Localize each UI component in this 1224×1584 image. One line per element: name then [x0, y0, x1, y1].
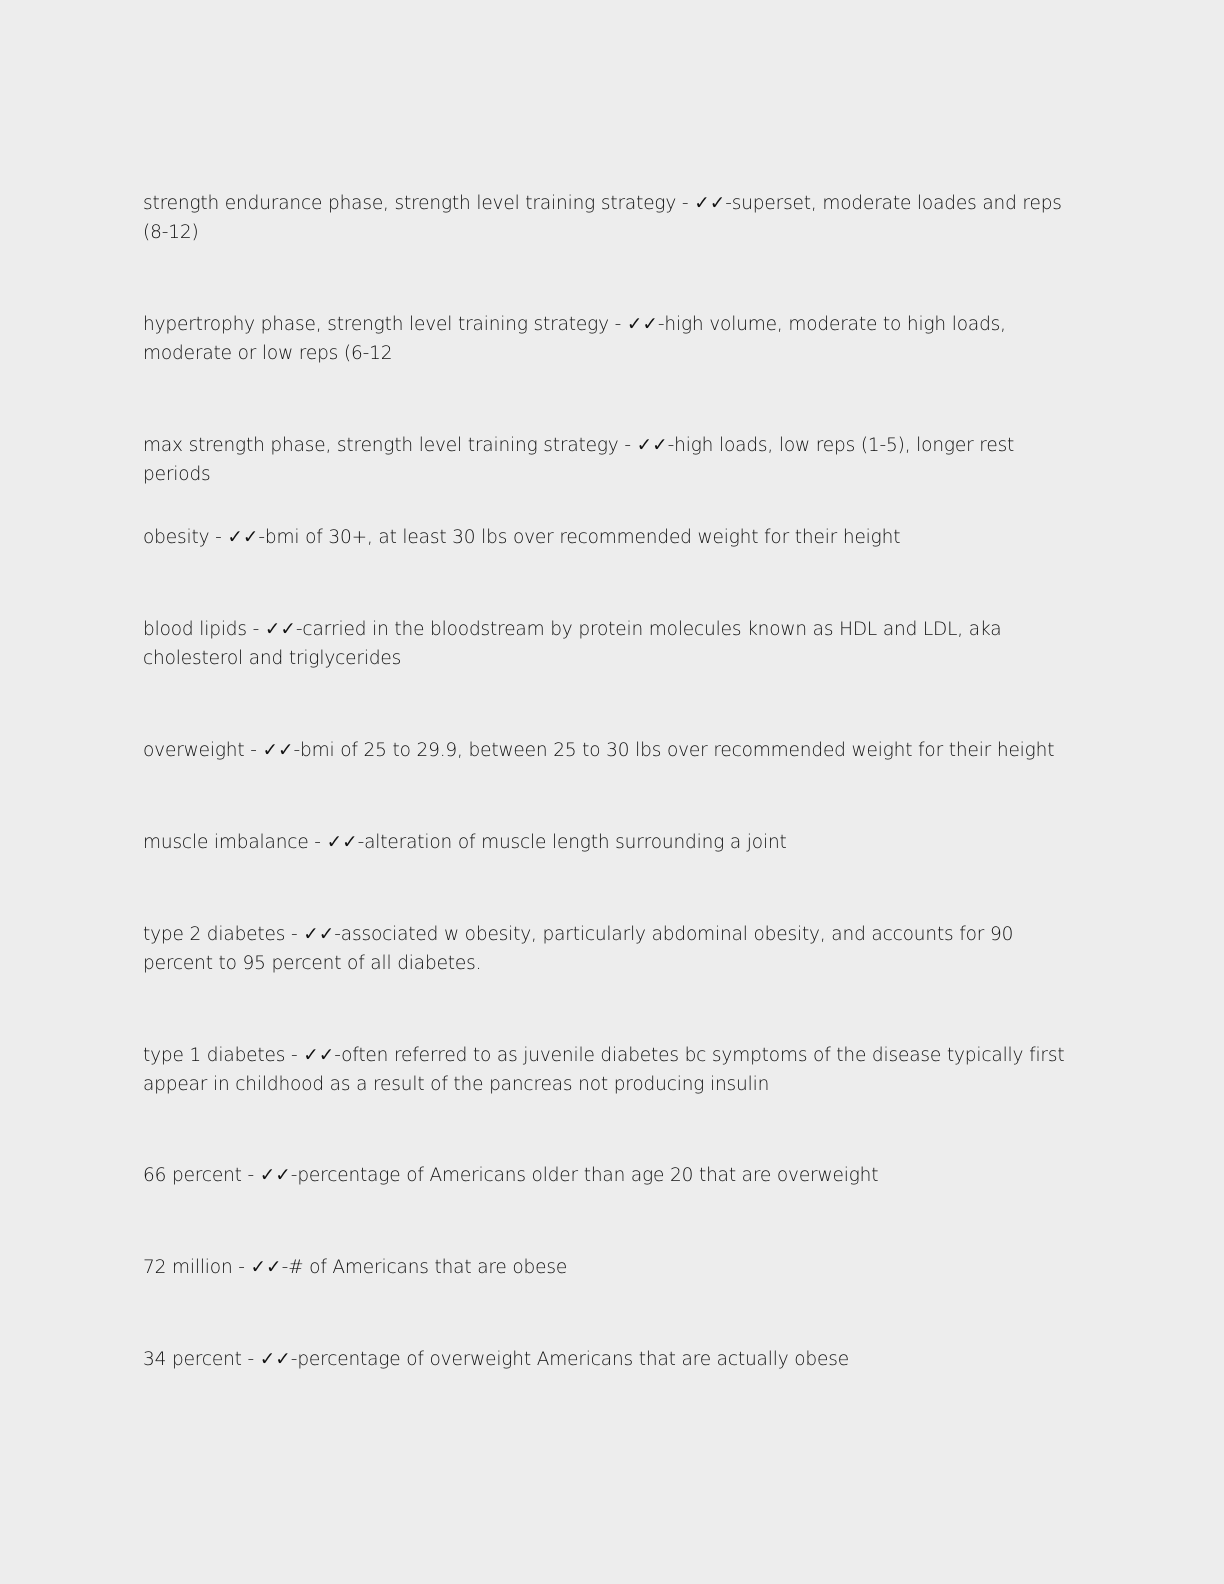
entry-separator: - [676, 193, 695, 214]
entry-term: type 1 diabetes [143, 1045, 286, 1066]
entry-definition: -bmi of 25 to 29.9, between 25 to 30 lbs over recommended weight for their height [293, 740, 1055, 761]
entry-term: type 2 diabetes [143, 924, 286, 945]
entry-definition: -high volume, moderate to high loads, moderate or low reps (6-12 [143, 314, 1006, 364]
checkmark-icon: ✓✓ [303, 1045, 335, 1066]
entry-separator: - [241, 1165, 260, 1186]
entry-term: 34 percent [143, 1349, 242, 1370]
flashcard-entry [143, 828, 1073, 857]
entry-definition: -superset, moderate loades and reps (8-12) [143, 193, 1062, 243]
checkmark-icon: ✓✓ [262, 740, 294, 761]
checkmark-icon: ✓✓ [636, 435, 668, 456]
entry-separator: - [246, 619, 265, 640]
entry-separator: - [608, 314, 627, 335]
flashcard-entry [143, 1161, 1073, 1190]
checkmark-icon: ✓✓ [264, 619, 296, 640]
entry-separator: - [618, 435, 637, 456]
entry-separator: - [244, 740, 263, 761]
entry-term: obesity [143, 527, 210, 548]
flashcard-entry [143, 1345, 1073, 1374]
checkmark-icon: ✓✓ [694, 193, 726, 214]
flashcard-entry [143, 736, 1073, 765]
entry-definition: -percentage of overweight Americans that are actually obese [290, 1349, 849, 1370]
entry-definition: -associated w obesity, particularly abdominal obesity, and accounts for 90 percent to 95 percent of all diabetes. [143, 924, 1014, 974]
checkmark-icon: ✓✓ [250, 1257, 282, 1278]
entry-definition: -carried in the bloodstream by protein molecules known as HDL and LDL, aka cholesterol and triglycerides [143, 619, 1002, 669]
entry-term: strength endurance phase, strength level training strategy [143, 193, 677, 214]
entry-definition: -high loads, low reps (1-5), longer rest periods [143, 435, 1015, 485]
flashcard-entry [143, 310, 1073, 368]
flashcard-entry [143, 615, 1073, 673]
flashcard-entry [143, 1253, 1073, 1282]
entry-term: blood lipids [143, 619, 247, 640]
flashcard-entry [143, 431, 1073, 489]
entry-separator: - [285, 924, 304, 945]
entry-term: hypertrophy phase, strength level training strategy [143, 314, 609, 335]
entry-term: overweight [143, 740, 245, 761]
entry-term: muscle imbalance [143, 832, 309, 853]
entry-separator: - [285, 1045, 304, 1066]
entry-definition: -percentage of Americans older than age 20 that are overweight [290, 1165, 879, 1186]
entry-term: 72 million [143, 1257, 233, 1278]
checkmark-icon: ✓✓ [259, 1165, 291, 1186]
checkmark-icon: ✓✓ [303, 924, 335, 945]
checkmark-icon: ✓✓ [259, 1349, 291, 1370]
checkmark-icon: ✓✓ [326, 832, 358, 853]
flashcard-entry [143, 920, 1073, 978]
entry-term: max strength phase, strength level training strategy [143, 435, 619, 456]
checkmark-icon: ✓✓ [626, 314, 658, 335]
flashcard-entry [143, 523, 1073, 552]
flashcard-entry [143, 1041, 1073, 1099]
entry-definition: -often referred to as juvenile diabetes bc symptoms of the disease typically first appear in childhood as a result of the pancreas not producing insulin [143, 1045, 1065, 1095]
checkmark-icon: ✓✓ [227, 527, 259, 548]
entry-separator: - [308, 832, 327, 853]
entry-term: 66 percent [143, 1165, 242, 1186]
flashcard-entry [143, 189, 1073, 247]
entry-separator: - [209, 527, 228, 548]
entry-definition: -# of Americans that are obese [281, 1257, 568, 1278]
entry-separator: - [232, 1257, 251, 1278]
entry-definition: -bmi of 30+, at least 30 lbs over recommended weight for their height [258, 527, 901, 548]
entry-definition: -alteration of muscle length surrounding a joint [357, 832, 787, 853]
entry-separator: - [241, 1349, 260, 1370]
